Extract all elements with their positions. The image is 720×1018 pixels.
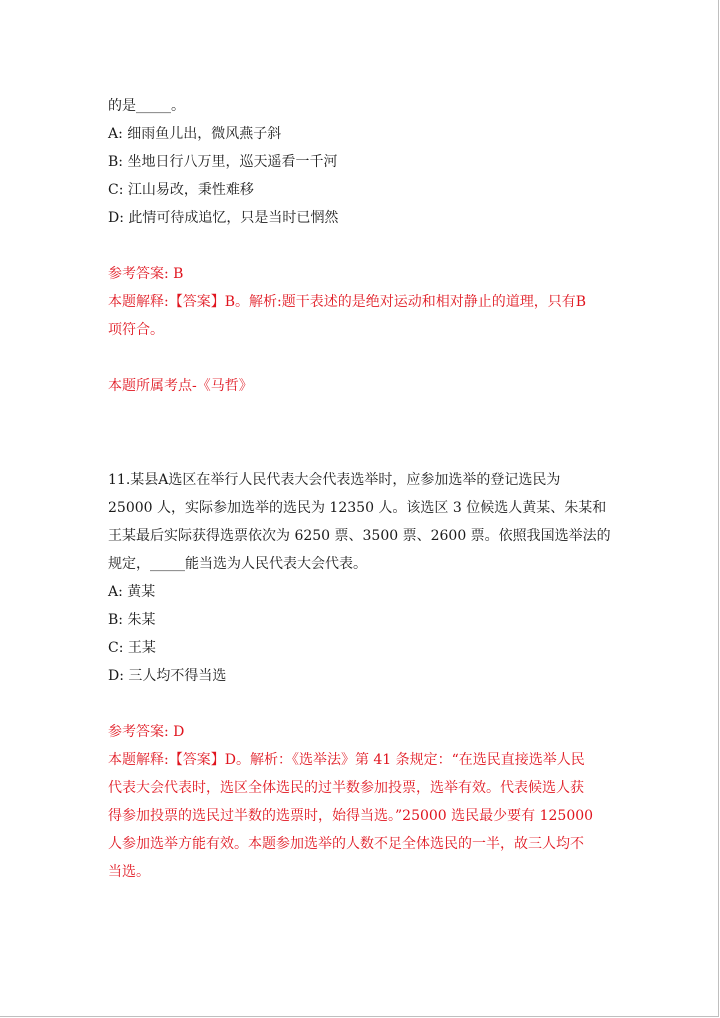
question-10-explanation-line: 本题解释:【答案】B。解析:题干表述的是绝对运动和相对静止的道理，只有B bbox=[108, 294, 587, 310]
question-11-explanation-line: 代表大会代表时，选区全体选民的过半数参加投票，选举有效。代表候选人获 bbox=[108, 780, 584, 796]
question-10-explanation-line: 项符合。 bbox=[108, 322, 164, 338]
question-11-answer: 参考答案: D bbox=[108, 724, 185, 740]
question-11-option-b: B: 朱某 bbox=[108, 612, 156, 628]
question-10-option-a: A: 细雨鱼儿出，微风燕子斜 bbox=[108, 126, 282, 142]
question-11-stem-line: 规定，_____能当选为人民代表大会代表。 bbox=[108, 556, 367, 572]
spacer bbox=[108, 232, 608, 260]
question-11-stem-line: 25000 人，实际参加选举的选民为 12350 人。该选区 3 位候选人黄某、朱某和 bbox=[108, 500, 607, 516]
question-10-topic: 本题所属考点-《马哲》 bbox=[108, 378, 253, 394]
question-11-stem-line: 11.某县A选区在举行人民代表大会代表选举时，应参加选举的登记选民为 bbox=[108, 472, 561, 488]
question-11-explanation-line: 得参加投票的选民过半数的选票时，始得当选。”25000 选民最少要有 125000 bbox=[108, 808, 594, 824]
spacer bbox=[108, 690, 608, 718]
question-10-option-b: B: 坐地日行八万里，巡天遥看一千河 bbox=[108, 154, 338, 170]
question-11-explanation-line: 当选。 bbox=[108, 864, 150, 880]
question-10-answer: 参考答案: B bbox=[108, 266, 184, 282]
question-11-explanation-line: 人参加选举方能有效。本题参加选举的人数不足全体选民的一半，故三人均不 bbox=[108, 836, 584, 852]
question-11-stem-line: 王某最后实际获得选票依次为 6250 票、3500 票、2600 票。依照我国选举法的 bbox=[108, 528, 611, 544]
question-11-option-c: C: 王某 bbox=[108, 640, 156, 656]
question-10-stem: 的是_____。 bbox=[108, 98, 185, 114]
question-11-option-a: A: 黄某 bbox=[108, 584, 156, 600]
spacer bbox=[108, 400, 608, 466]
question-11-explanation-line: 本题解释:【答案】D。解析：《选举法》第 41 条规定：“在选民直接选举人民 bbox=[108, 752, 585, 768]
question-10-option-d: D: 此情可待成追忆，只是当时已惘然 bbox=[108, 210, 339, 226]
question-11-option-d: D: 三人均不得当选 bbox=[108, 668, 227, 684]
document-content bbox=[108, 92, 611, 886]
spacer bbox=[108, 344, 608, 372]
question-10-option-c: C: 江山易改，秉性难移 bbox=[108, 182, 254, 198]
